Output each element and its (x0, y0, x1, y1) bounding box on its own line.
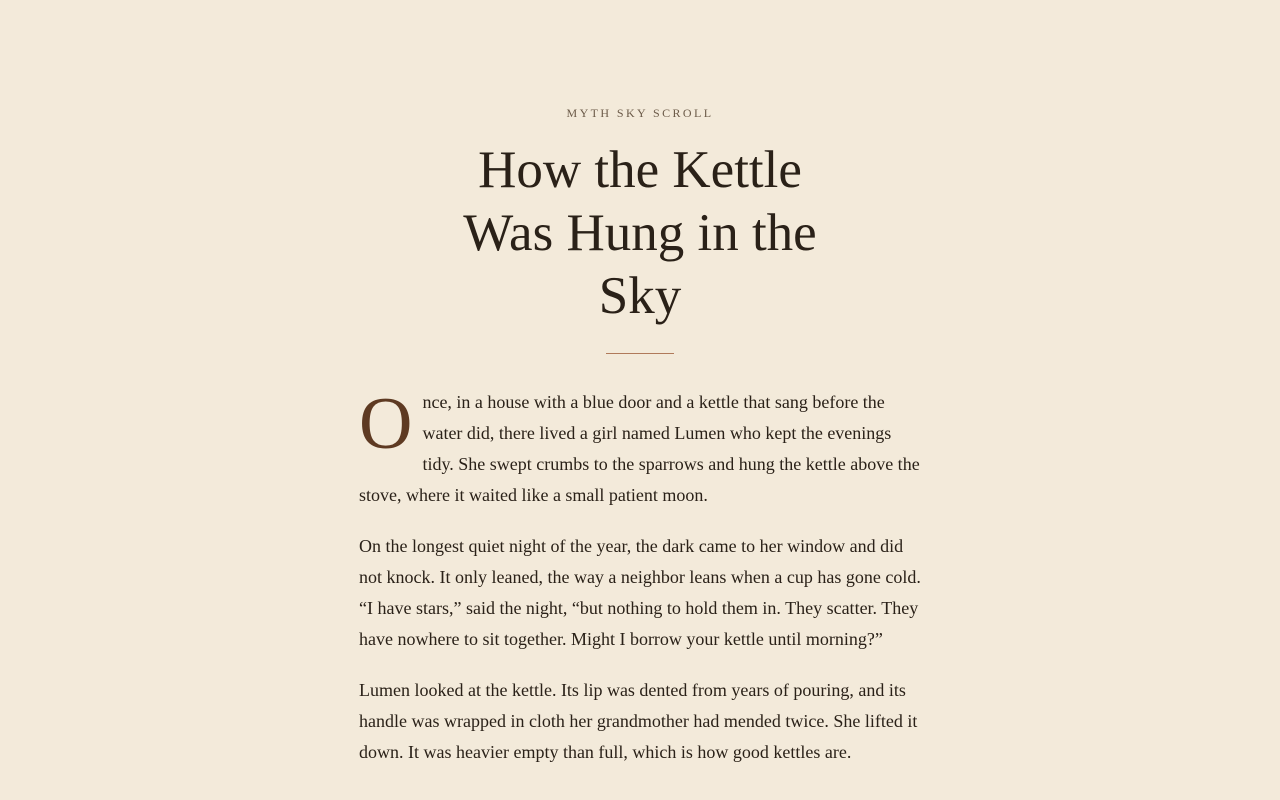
paragraph-1 (359, 383, 924, 511)
paragraph-2: On the longest quiet night of the year, the dark came to her window and did not knock. It only leaned, the way a neighbor leans when a cup has gone cold. “I have stars,” said the night, “but nothing to hold them in. They scatter. They have nowhere to sit together. Might I borrow your kettle until morning?” (359, 536, 921, 649)
drop-cap: O (359, 383, 413, 465)
paragraph-3: Lumen looked at the kettle. Its lip was dented from years of pouring, and its handle was wrapped in cloth her grandmother had mended twice. She lifted it down. It was heavier empty than full, which is how good kettles are. (359, 680, 918, 762)
title-divider (606, 353, 674, 354)
paragraph-1-text: nce, in a house with a blue door and a kettle that sang before the water did, there lived a girl named Lumen who kept the evenings tidy. She swept crumbs to the sparrows and hung the kettle above the stove, where it waited like a small patient moon. (359, 392, 920, 505)
article-body (359, 383, 924, 788)
article-title: How the Kettle Was Hung in the Sky (463, 141, 817, 325)
category-kicker: MYTH SKY SCROLL (566, 106, 714, 120)
